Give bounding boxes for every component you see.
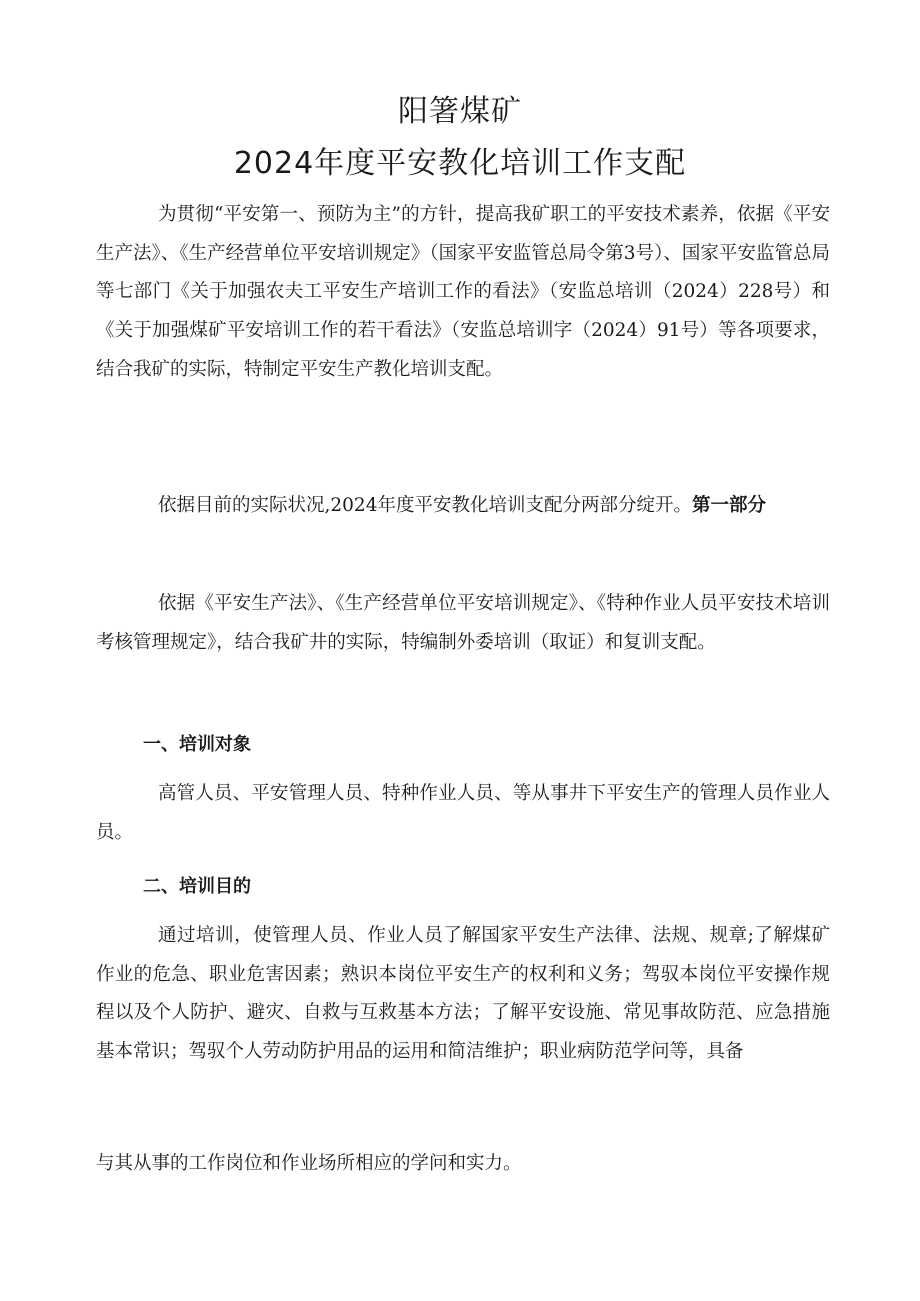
overview-text: 依据目前的实际状况,2024年度平安教化培训支配分两部分绽开。	[158, 495, 692, 516]
section-training-targets-heading: 一、培训对象	[143, 734, 251, 755]
section-training-purpose-paragraph: 通过培训，使管理人员、作业人员了解国家平安生产法律、法规、规章;了解煤矿作业的危急、职业危害因素；熟识本岗位平安生产的权利和义务；驾驭本岗位平安操作规程以及个人防护、避灾、自救与互救基本方法；了解平安设施、常见事故防范、应急措施基本常识；驾驭个人劳动防护用品的运用和简洁维护；职业病防范学问等，具备	[96, 925, 830, 1063]
part-one-heading: 第一部分	[691, 495, 766, 516]
document-title-plan: 2024年度平安教化培训工作支配	[233, 146, 687, 181]
part-one-paragraph: 依据《平安生产法》、《生产经营单位平安培训规定》、《特种作业人员平安技术培训考核管理规定》，结合我矿井的实际，特编制外委培训（取证）和复训支配。	[96, 593, 830, 653]
document-title-mine-name: 阳箸煤矿	[398, 94, 522, 129]
section-training-targets-paragraph: 高管人员、平安管理人员、特种作业人员、等从事井下平安生产的管理人员作业人员。	[96, 783, 830, 843]
intro-paragraph: 为贯彻“平安第一、预防为主”的方针，提高我矿职工的平安技术素养，依据《平安生产法》、《生产经营单位平安培训规定》（国家平安监管总局令第3号）、国家平安监管总局等七部门《关于加强农夫工平安生产培训工作的看法》（安监总培训（2024）228号）和《关于加强煤矿平安培训工作的若干看法》（安监总培训字（2024）91号）等各项要求，结合我矿的实际，特制定平安生产教化培训支配。	[96, 204, 830, 380]
overview-paragraph	[96, 487, 830, 526]
section-training-purpose-last-line: 与其从事的工作岗位和作业场所相应的学问和实力。	[96, 1153, 522, 1174]
section-training-purpose-heading: 二、培训目的	[143, 876, 251, 897]
